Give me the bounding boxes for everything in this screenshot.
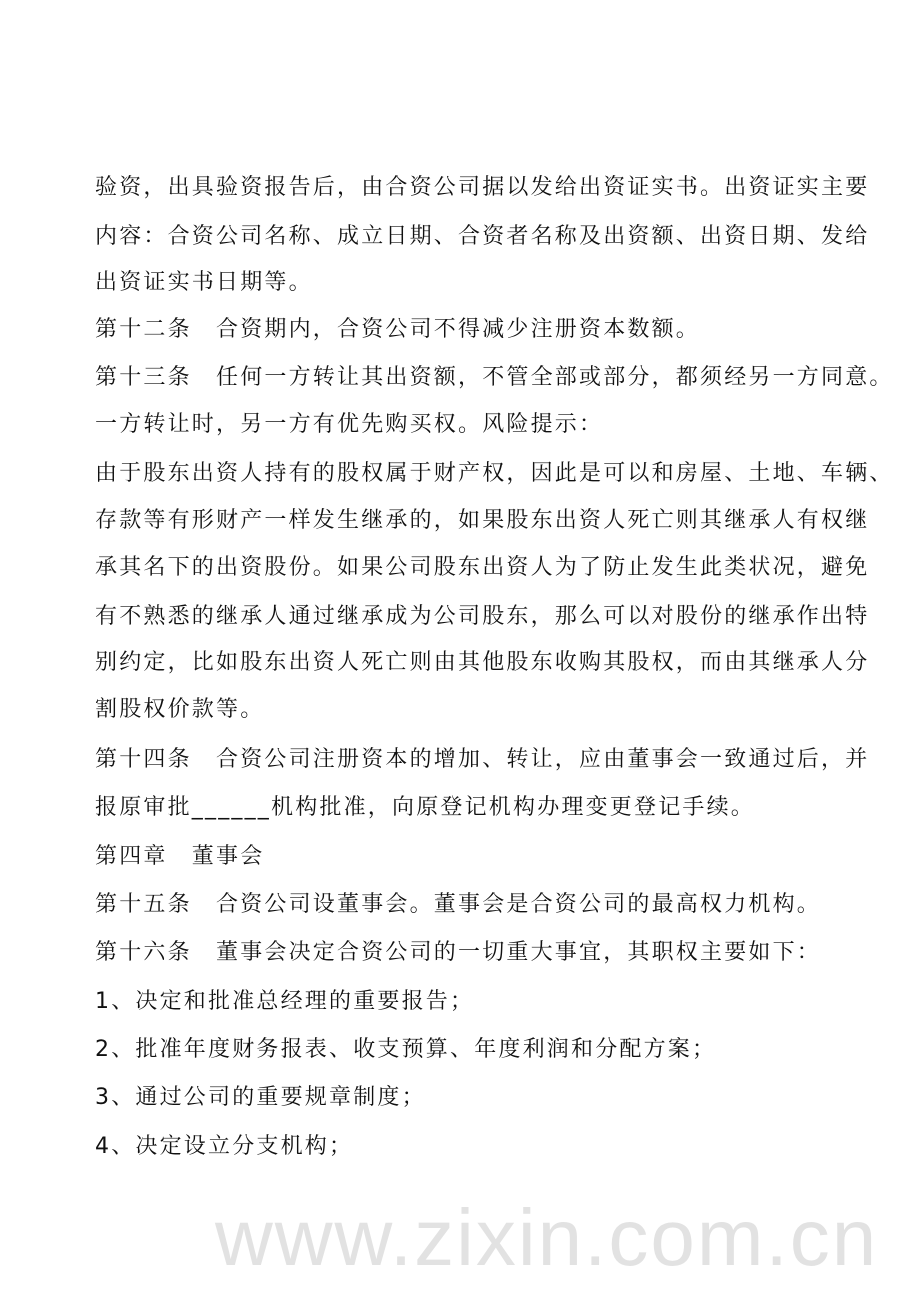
article-14: 第十四条 合资公司注册资本的增加、转让，应由董事会一致通过后，并 [95, 747, 870, 772]
text-line: 一方转让时，另一方有优先购买权。风险提示： [95, 412, 604, 437]
text-line: 内容：合资公司名称、成立日期、合资者名称及出资额、出资日期、发给 [95, 224, 870, 249]
text-line: 报原审批______机构批准，向原登记机构办理变更登记手续。 [95, 795, 756, 820]
text-line: 承其名下的出资股份。如果公司股东出资人为了防止发生此类状况，避免 [95, 555, 870, 580]
text-line: 存款等有形财产一样发生继承的，如果股东出资人死亡则其继承人有权继 [95, 508, 870, 533]
list-item: 3、通过公司的重要规章制度； [95, 1085, 426, 1110]
watermark: www.zixin.com.cn [215, 1193, 879, 1282]
chapter-heading: 第四章 董事会 [95, 844, 265, 869]
article-16: 第十六条 董事会决定合资公司的一切重大事宜，其职权主要如下： [95, 940, 822, 965]
text-line: 由于股东出资人持有的股权属于财产权，因此是可以和房屋、土地、车辆、 [95, 461, 894, 486]
list-item: 2、批准年度财务报表、收支预算、年度利润和分配方案； [95, 1037, 717, 1062]
article-12: 第十二条 合资期内，合资公司不得减少注册资本数额。 [95, 317, 701, 342]
article-13: 第十三条 任何一方转让其出资额，不管全部或部分，都须经另一方同意。 [95, 365, 894, 390]
text-line: 别约定，比如股东出资人死亡则由其他股东收购其股权，而由其继承人分 [95, 650, 870, 675]
text-line: 割股权价款等。 [95, 697, 265, 722]
list-item: 1、决定和批准总经理的重要报告； [95, 989, 475, 1014]
text-line: 有不熟悉的继承人通过继承成为公司股东，那么可以对股份的继承作出特 [95, 604, 870, 629]
article-15: 第十五条 合资公司设董事会。董事会是合资公司的最高权力机构。 [95, 892, 822, 917]
text-line: 出资证实书日期等。 [95, 270, 313, 295]
text-line: 验资，出具验资报告后，由合资公司据以发给出资证实书。出资证实主要 [95, 175, 870, 200]
list-item: 4、决定设立分支机构； [95, 1134, 354, 1159]
